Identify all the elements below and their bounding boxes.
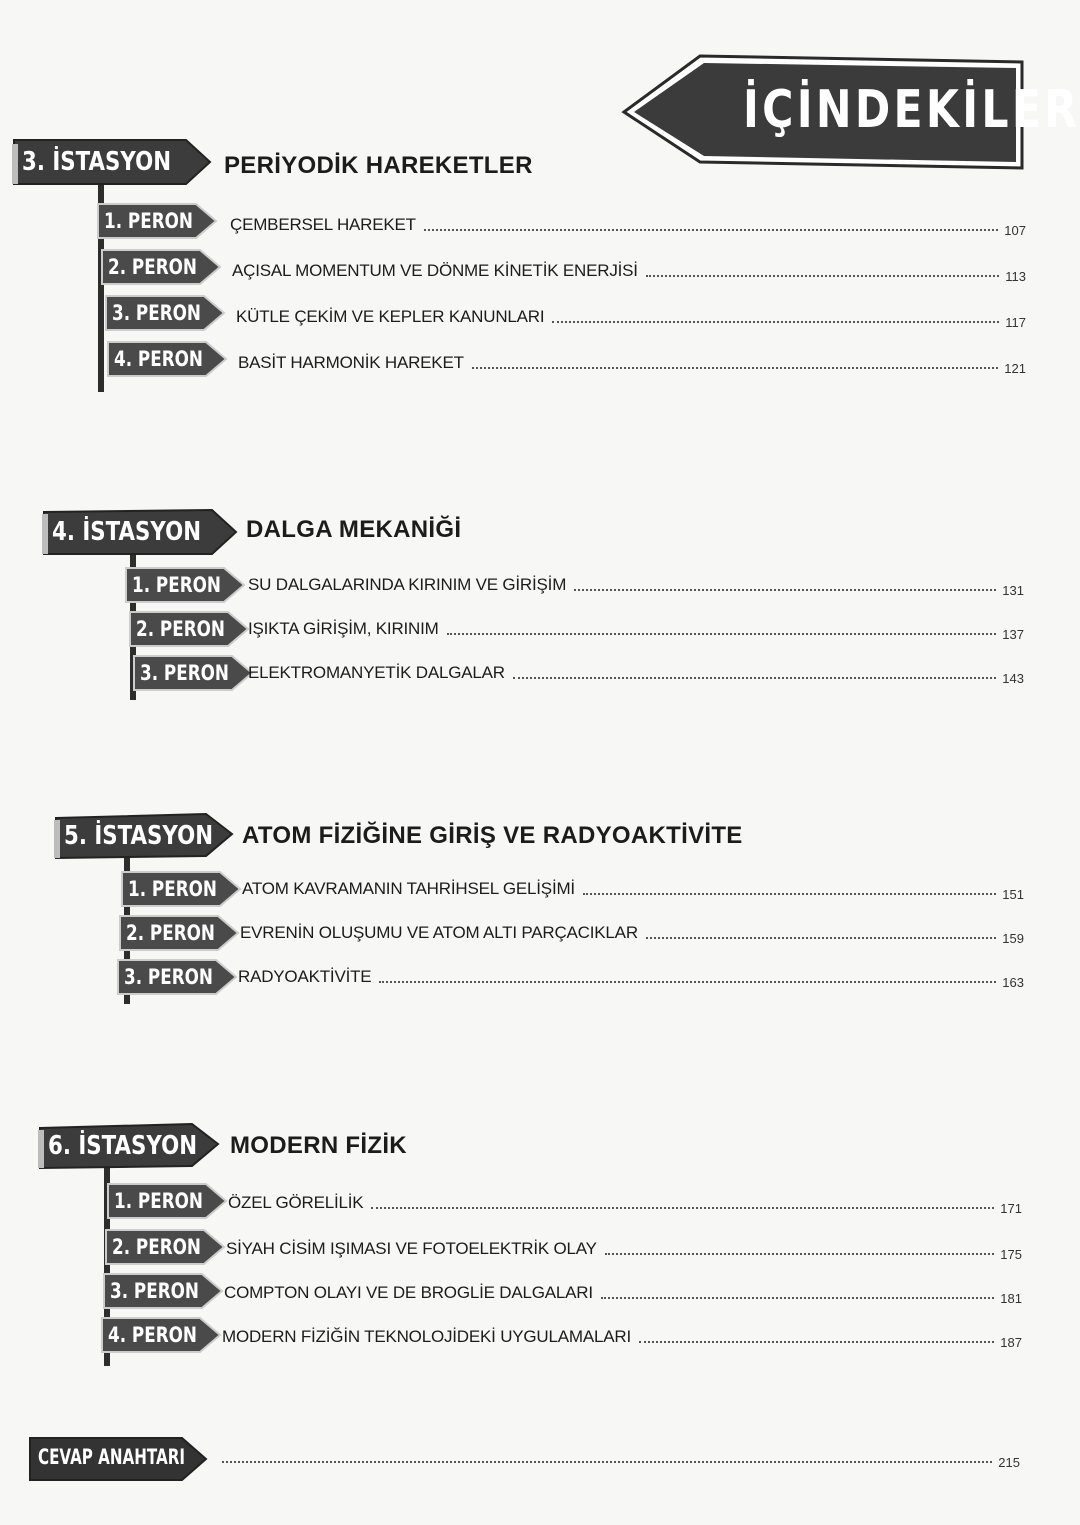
page-number: 175 bbox=[1000, 1247, 1022, 1262]
peron-label: 2. PERON bbox=[108, 255, 197, 279]
page-number: 159 bbox=[1002, 931, 1024, 946]
toc-entry[interactable] bbox=[238, 346, 1026, 374]
dot-leader bbox=[646, 937, 996, 939]
entry-title: KÜTLE ÇEKİM VE KEPLER KANUNLARI bbox=[236, 307, 545, 326]
peron-label: 1. PERON bbox=[104, 209, 193, 233]
dot-leader bbox=[646, 275, 999, 277]
peron-sign[interactable] bbox=[104, 294, 226, 332]
peron-label: 4. PERON bbox=[108, 1323, 197, 1347]
page-number: 143 bbox=[1002, 671, 1024, 686]
answer-key-entry[interactable] bbox=[214, 1440, 1020, 1468]
title-banner bbox=[620, 52, 1080, 172]
dot-leader bbox=[513, 677, 996, 679]
station-label: 5. İSTASYON bbox=[64, 821, 214, 851]
page-number: 113 bbox=[1005, 269, 1026, 284]
entry-title: ELEKTROMANYETİK DALGALAR bbox=[248, 663, 505, 682]
entry-title: ÇEMBERSEL HAREKET bbox=[230, 215, 416, 234]
section-heading: DALGA MEKANİĞİ bbox=[246, 516, 462, 543]
dot-leader bbox=[424, 229, 998, 231]
entry-title: RADYOAKTİVİTE bbox=[238, 967, 372, 986]
answer-key-sign[interactable] bbox=[28, 1436, 208, 1482]
station-sign[interactable] bbox=[38, 1122, 220, 1170]
toc-entry[interactable] bbox=[226, 1232, 1022, 1260]
dot-leader bbox=[472, 367, 999, 369]
page-number: 151 bbox=[1002, 887, 1024, 902]
peron-sign[interactable] bbox=[120, 870, 242, 908]
toc-entry[interactable] bbox=[232, 254, 1026, 282]
section-heading: MODERN FİZİK bbox=[230, 1132, 407, 1159]
peron-label: 4. PERON bbox=[114, 347, 203, 371]
toc-entry[interactable] bbox=[224, 1276, 1022, 1304]
page-title: İÇİNDEKİLER bbox=[743, 80, 1080, 140]
station-sign[interactable] bbox=[54, 812, 234, 860]
peron-label: 1. PERON bbox=[128, 877, 217, 901]
page-number: 215 bbox=[998, 1455, 1020, 1470]
peron-label: 2. PERON bbox=[126, 921, 215, 945]
peron-label: 1. PERON bbox=[114, 1189, 203, 1213]
entry-title: MODERN FİZİĞİN TEKNOLOJİDEKİ UYGULAMALARI bbox=[222, 1327, 631, 1346]
toc-entry[interactable] bbox=[230, 208, 1026, 236]
peron-sign[interactable] bbox=[96, 202, 218, 240]
entry-title: EVRENİN OLUŞUMU VE ATOM ALTI PARÇACIKLAR bbox=[240, 923, 638, 942]
peron-label: 1. PERON bbox=[132, 573, 221, 597]
entry-title: SU DALGALARINDA KIRINIM VE GİRİŞİM bbox=[248, 575, 567, 594]
toc-entry[interactable] bbox=[238, 960, 1024, 988]
toc-entry[interactable] bbox=[248, 656, 1024, 684]
dot-leader bbox=[639, 1341, 994, 1343]
toc-entry[interactable] bbox=[236, 300, 1026, 328]
station-label: 6. İSTASYON bbox=[48, 1131, 198, 1161]
peron-sign[interactable] bbox=[102, 1272, 224, 1310]
toc-entry[interactable] bbox=[222, 1320, 1022, 1348]
station-label: 3. İSTASYON bbox=[22, 147, 172, 177]
page-number: 107 bbox=[1004, 223, 1026, 238]
entry-title: ÖZEL GÖRELİLİK bbox=[228, 1193, 364, 1212]
page-number: 163 bbox=[1002, 975, 1024, 990]
dot-leader bbox=[601, 1297, 994, 1299]
station-label: 4. İSTASYON bbox=[52, 517, 202, 547]
peron-sign[interactable] bbox=[124, 566, 246, 604]
toc-entry[interactable] bbox=[248, 568, 1024, 596]
toc-entry[interactable] bbox=[248, 612, 1024, 640]
answer-key-label: CEVAP ANAHTARI bbox=[38, 1445, 185, 1469]
peron-sign[interactable] bbox=[106, 340, 228, 378]
toc-entry[interactable] bbox=[240, 916, 1024, 944]
toc-entry[interactable] bbox=[242, 872, 1024, 900]
page-number: 117 bbox=[1005, 315, 1026, 330]
peron-sign[interactable] bbox=[100, 1316, 222, 1354]
page-number: 181 bbox=[1000, 1291, 1022, 1306]
peron-sign[interactable] bbox=[128, 610, 250, 648]
peron-sign[interactable] bbox=[100, 248, 222, 286]
peron-label: 3. PERON bbox=[112, 301, 201, 325]
page-number: 121 bbox=[1004, 361, 1026, 376]
station-sign[interactable] bbox=[42, 508, 238, 556]
page-number: 171 bbox=[1000, 1201, 1022, 1216]
section-heading: ATOM FİZİĞİNE GİRİŞ VE RADYOAKTİVİTE bbox=[242, 822, 743, 849]
peron-label: 2. PERON bbox=[112, 1235, 201, 1259]
dot-leader bbox=[605, 1253, 994, 1255]
peron-label: 3. PERON bbox=[140, 661, 229, 685]
dot-leader bbox=[379, 981, 996, 983]
entry-title: AÇISAL MOMENTUM VE DÖNME KİNETİK ENERJİSİ bbox=[232, 261, 638, 280]
peron-sign[interactable] bbox=[132, 654, 254, 692]
toc-entry[interactable] bbox=[228, 1186, 1022, 1214]
entry-title: IŞIKTA GİRİŞİM, KIRINIM bbox=[248, 619, 439, 638]
peron-label: 3. PERON bbox=[124, 965, 213, 989]
peron-sign[interactable] bbox=[116, 958, 238, 996]
section-heading: PERİYODİK HAREKETLER bbox=[224, 152, 533, 179]
entry-title: SİYAH CİSİM IŞIMASI VE FOTOELEKTRİK OLAY bbox=[226, 1239, 597, 1258]
entry-title: BASİT HARMONİK HAREKET bbox=[238, 353, 464, 372]
entry-title: COMPTON OLAYI VE DE BROGLİE DALGALARI bbox=[224, 1283, 593, 1302]
entry-title: ATOM KAVRAMANIN TAHRİHSEL GELİŞİMİ bbox=[242, 879, 575, 898]
dot-leader bbox=[583, 893, 996, 895]
peron-sign[interactable] bbox=[106, 1182, 228, 1220]
peron-label: 3. PERON bbox=[110, 1279, 199, 1303]
peron-sign[interactable] bbox=[118, 914, 240, 952]
peron-sign[interactable] bbox=[104, 1228, 226, 1266]
dot-leader bbox=[552, 321, 999, 323]
dot-leader bbox=[371, 1207, 994, 1209]
page-number: 137 bbox=[1002, 627, 1024, 642]
peron-label: 2. PERON bbox=[136, 617, 225, 641]
dot-leader bbox=[222, 1461, 992, 1463]
page-number: 187 bbox=[1000, 1335, 1022, 1350]
dot-leader bbox=[574, 589, 996, 591]
dot-leader bbox=[447, 633, 997, 635]
station-sign[interactable] bbox=[12, 138, 212, 186]
page-number: 131 bbox=[1002, 583, 1024, 598]
